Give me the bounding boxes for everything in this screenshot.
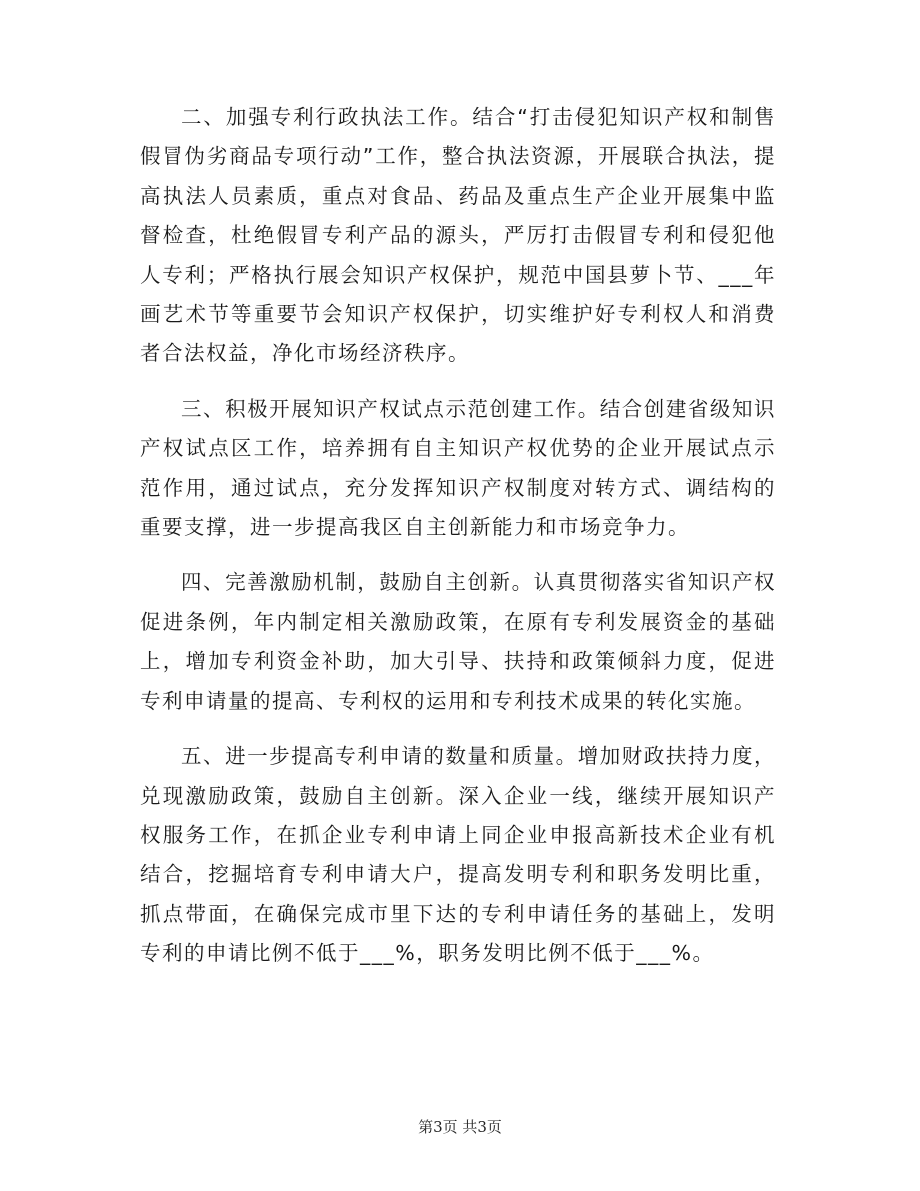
paragraph-pilot-demonstration: 三、积极开展知识产权试点示范创建工作。结合创建省级知识产权试点区工作，培养拥有自主知识产权优势的企业开展试点示范作用，通过试点，充分发挥知识产权制度对转方式、调结构的重要支撑，进一步提高我区自主创新能力和市场竞争力。 xyxy=(140,396,776,540)
paragraph-patent-enforcement: 二、加强专利行政执法工作。结合“打击侵犯知识产权和制售假冒伪劣商品专项行动”工作，整合执法资源，开展联合执法，提高执法人员素质，重点对食品、药品及重点生产企业开展集中监督检查，杜绝假冒专利产品的源头，严厉打击假冒专利和侵犯他人专利；严格执行展会知识产权保护，规范中国县萝卜节、___年画艺术节等重要节会知识产权保护，切实维护好专利权人和消费者合法权益，净化市场经济秩序。 xyxy=(140,105,776,366)
document-body xyxy=(140,98,776,990)
page-number-footer: 第3页 共3页 xyxy=(418,1118,502,1136)
paragraph-application-quality: 五、进一步提高专利申请的数量和质量。增加财政扶持力度，兑现激励政策，鼓励自主创新。深入企业一线，继续开展知识产权服务工作，在抓企业专利申请上同企业申报高新技术企业有机结合，挖掘培育专利申请大户，提高发明专利和职务发明比重，抓点带面，在确保完成市里下达的专利申请任务的基础上，发明专利的申请比例不低于___%，职务发明比例不低于___%。 xyxy=(140,744,776,966)
paragraph-incentive-mechanism: 四、完善激励机制，鼓励自主创新。认真贯彻落实省知识产权促进条例，年内制定相关激励政策，在原有专利发展资金的基础上，增加专利资金补助，加大引导、扶持和政策倾斜力度，促进专利申请量的提高、专利权的运用和专利技术成果的转化实施。 xyxy=(140,570,776,713)
